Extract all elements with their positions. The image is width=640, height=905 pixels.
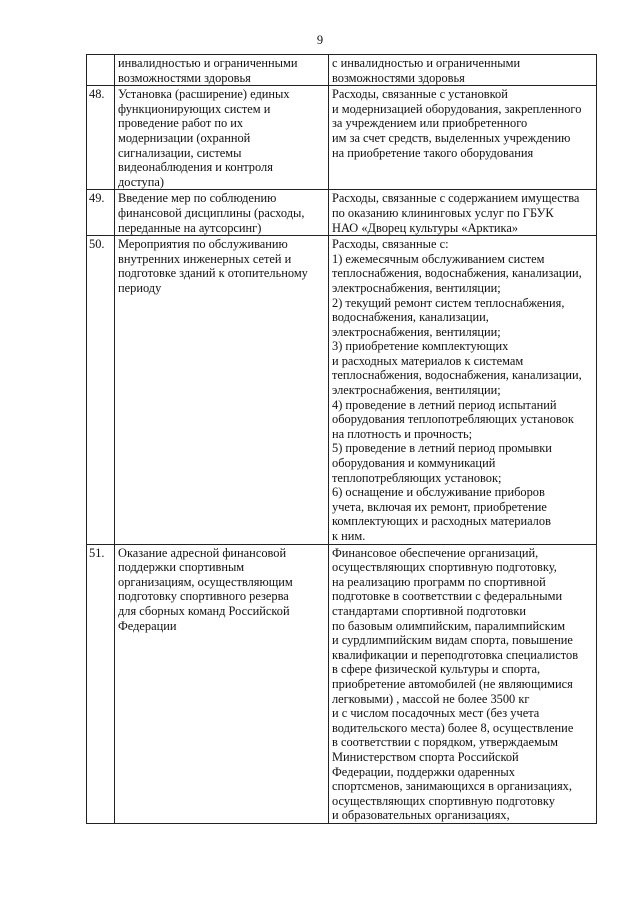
expense-description-line: подготовке в соответствии с федеральными — [332, 589, 563, 604]
expense-description-cell — [329, 544, 597, 823]
table-row — [87, 544, 597, 823]
expense-description-line: им за счет средств, выделенных учреждению — [332, 130, 571, 145]
expense-description-line: Расходы, связанные с: — [332, 237, 449, 252]
measure-name-cell — [115, 190, 329, 236]
page-number: 9 — [316, 33, 324, 47]
expense-description-line: с инвалидностью и ограниченными — [332, 56, 521, 70]
expense-description-line: на плотность и прочность; — [332, 426, 473, 441]
expense-description-line: электроснабжения, вентиляции; — [332, 324, 501, 339]
measure-name-line: периоду — [118, 280, 162, 295]
table-row — [87, 190, 597, 236]
measure-name-line: для сборных команд Российской — [118, 603, 290, 618]
table-row — [87, 55, 597, 86]
expense-description-line: Расходы, связанные с содержанием имущества — [332, 191, 580, 206]
expense-description-line: в сфере физической культуры и спорта, — [332, 662, 541, 677]
expense-description-line: спортсменов, занимающихся в организациях, — [332, 779, 572, 794]
expense-description-cell — [329, 236, 597, 544]
row-number-cell — [87, 55, 115, 86]
expense-description-line: Министерством спорта Российской — [332, 749, 519, 764]
measure-name-cell — [115, 544, 329, 823]
expense-description-cell — [329, 190, 597, 236]
expense-description-line: оборудования теплопотребляющих установок — [332, 412, 574, 427]
table-row — [87, 86, 597, 190]
measure-name-cell — [115, 236, 329, 544]
expense-description-line: Федерации, поддержки одаренных — [332, 764, 515, 779]
measure-name-line: возможностями здоровья — [118, 70, 251, 85]
measure-name-line: внутренних инженерных сетей и — [118, 251, 292, 266]
row-number-cell: 50. — [87, 236, 115, 544]
measure-name-line: переданные на аутсорсинг) — [118, 220, 262, 235]
expense-description-cell — [329, 55, 597, 86]
row-number-cell: 51. — [87, 544, 115, 823]
expense-description-line: и модернизацией оборудования, закрепленного — [332, 101, 582, 116]
expense-description-line: Расходы, связанные с установкой — [332, 87, 508, 102]
expense-description-line: НАО «Дворец культуры «Арктика» — [332, 220, 519, 235]
expense-description-line: Финансовое обеспечение организаций, — [332, 545, 539, 560]
expense-description-line: и образовательных организациях, — [332, 808, 510, 823]
expense-description-line: приобретение автомобилей (не являющимися — [332, 676, 573, 691]
measure-name-line: организациям, осуществляющим — [118, 574, 293, 589]
expense-description-line: осуществляющих спортивную подготовку — [332, 793, 555, 808]
expense-description-cell — [329, 86, 597, 190]
expense-description-line: водительского места) более 8, осуществление — [332, 720, 574, 735]
expense-description-line: и сурдлимпийским видам спорта, повышение — [332, 633, 573, 648]
measure-name-line: доступа) — [118, 174, 165, 189]
expense-description-line: электроснабжения, вентиляции; — [332, 280, 501, 295]
table-body — [87, 55, 597, 824]
expense-table — [86, 54, 597, 824]
measure-name-line: Введение мер по соблюдению — [118, 191, 277, 206]
expense-description-line: и расходных материалов к системам — [332, 353, 524, 368]
expense-description-line: легковыми) , массой не более 3500 кг — [332, 691, 530, 706]
expense-description-line: и с числом посадочных мест (без учета — [332, 706, 540, 721]
row-number-cell: 48. — [87, 86, 115, 190]
measure-name-line: сигнализации, системы — [118, 145, 242, 160]
expense-description-line: возможностями здоровья — [332, 70, 465, 85]
expense-description-line: теплоснабжения, водоснабжения, канализации, — [332, 368, 582, 383]
expense-description-line: теплоснабжения, водоснабжения, канализации, — [332, 266, 582, 281]
measure-name-line: проведение работ по их — [118, 116, 244, 131]
expense-description-line: по базовым олимпийским, паралимпийским — [332, 618, 566, 633]
expense-description-line: 4) проведение в летний период испытаний — [332, 397, 557, 412]
measure-name-cell — [115, 55, 329, 86]
expense-description-line: квалификации и переподготовка специалистов — [332, 647, 579, 662]
measure-name-line: подготовку спортивного резерва — [118, 589, 289, 604]
measure-name-line: Федерации — [118, 618, 177, 633]
expense-description-line: осуществляющих спортивную подготовку, — [332, 560, 557, 575]
expense-description-line: электроснабжения, вентиляции; — [332, 383, 501, 398]
expense-description-line: учета, включая их ремонт, приобретение — [332, 499, 547, 514]
measure-name-line: Установка (расширение) единых — [118, 87, 290, 102]
measure-name-line: Оказание адресной финансовой — [118, 545, 287, 560]
measure-name-line: поддержки спортивным — [118, 560, 245, 575]
expense-description-line: 5) проведение в летний период промывки — [332, 441, 552, 456]
row-number-cell: 49. — [87, 190, 115, 236]
measure-name-line: модернизации (охранной — [118, 130, 251, 145]
expense-description-line: теплопотребляющих установок; — [332, 470, 502, 485]
measure-name-line: функционирующих систем и — [118, 101, 271, 116]
measure-name-line: подготовке зданий к отопительному — [118, 266, 308, 281]
expense-description-line: за учреждением или приобретенного — [332, 116, 528, 131]
expense-description-line: в соответствии с порядком, утверждаемым — [332, 735, 559, 750]
expense-description-line: комплектующих и расходных материалов — [332, 514, 551, 529]
expense-description-line: на приобретение такого оборудования — [332, 145, 534, 160]
expense-description-line: на реализацию программ по спортивной — [332, 574, 546, 589]
expense-description-line: к ним. — [332, 529, 366, 543]
measure-name-line: Мероприятия по обслуживанию — [118, 237, 288, 252]
expense-description-line: водоснабжения, канализации, — [332, 310, 489, 325]
expense-description-line: 1) ежемесячным обслуживанием систем — [332, 251, 545, 266]
expense-description-line: стандартами спортивной подготовки — [332, 603, 527, 618]
measure-name-line: финансовой дисциплины (расходы, — [118, 205, 305, 220]
expense-description-line: 2) текущий ремонт систем теплоснабжения, — [332, 295, 565, 310]
measure-name-cell — [115, 86, 329, 190]
expense-description-line: 6) оснащение и обслуживание приборов — [332, 485, 545, 500]
expense-description-line: 3) приобретение комплектующих — [332, 339, 509, 354]
measure-name-line: инвалидностью и ограниченными — [118, 56, 298, 70]
expense-description-line: по оказанию клининговых услуг по ГБУК — [332, 205, 554, 220]
expense-description-line: оборудования и коммуникаций — [332, 456, 496, 471]
measure-name-line: видеонаблюдения и контроля — [118, 160, 273, 175]
table-row — [87, 236, 597, 544]
